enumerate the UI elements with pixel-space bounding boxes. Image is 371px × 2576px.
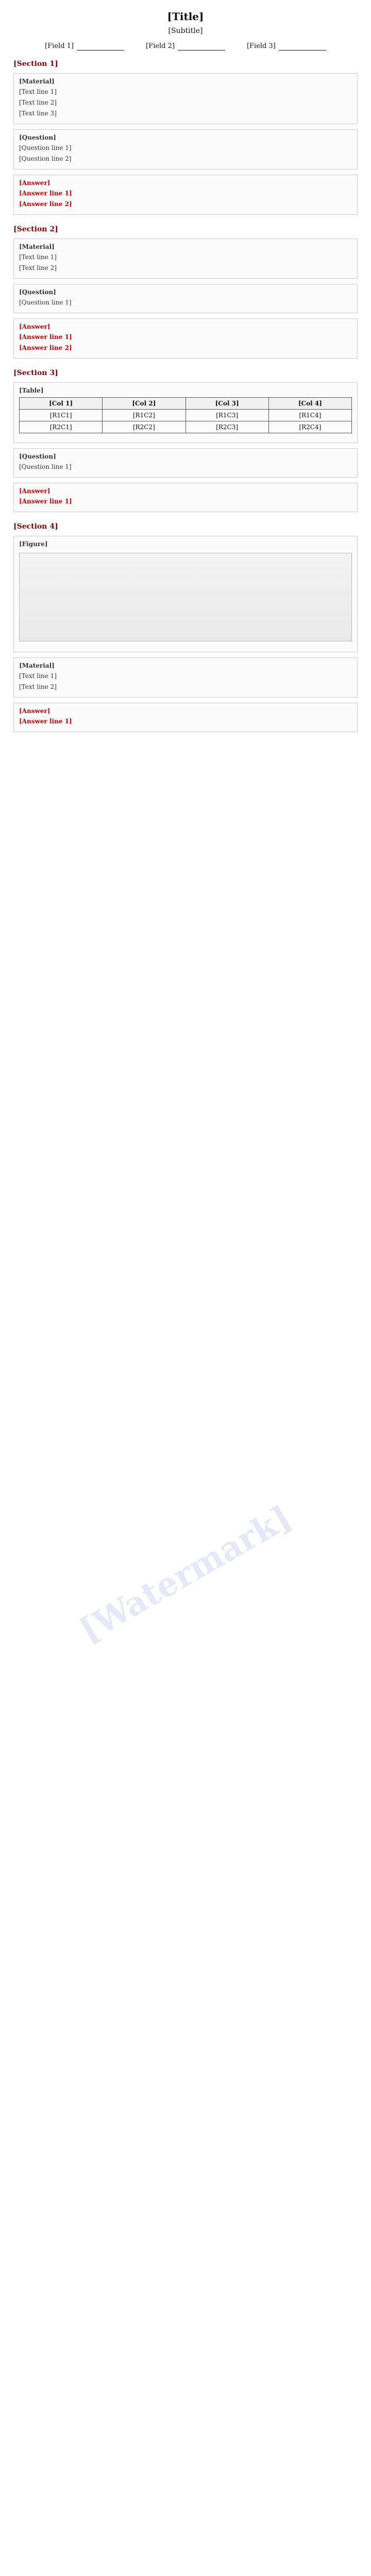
table-cell: [R2C1]: [20, 421, 103, 433]
section: [13, 224, 358, 359]
info-field-blank: [178, 43, 225, 50]
sections: [13, 59, 358, 732]
text-line: [Question line 2]: [19, 155, 72, 162]
text-line: [Answer line 2]: [19, 344, 72, 351]
info-field: [45, 41, 124, 52]
block-label: [Material]: [19, 662, 55, 669]
table-row: [20, 421, 352, 433]
answer-block: [13, 703, 358, 732]
section-heading: [Section 3]: [13, 369, 58, 377]
table-cell: [R2C4]: [268, 421, 351, 433]
table-header-cell: [Col 1]: [20, 398, 103, 410]
text-line: [Text line 2]: [19, 264, 57, 272]
table-row: [20, 410, 352, 421]
page-title: [Title]: [167, 10, 204, 23]
table-header-cell: [Col 4]: [268, 398, 351, 410]
block-label: [Answer]: [19, 323, 50, 330]
answer-block: [13, 483, 358, 512]
text-line: [Answer line 1]: [19, 190, 72, 197]
info-field: [146, 41, 225, 52]
content-block: [13, 382, 358, 443]
section: [13, 59, 358, 215]
table-cell: [R1C2]: [103, 410, 185, 421]
table-header-row: [20, 398, 352, 410]
block-label: [Answer]: [19, 707, 50, 715]
student-info-row: [13, 41, 358, 52]
section: [13, 521, 358, 732]
table-header-cell: [Col 2]: [103, 398, 185, 410]
section-heading: [Section 2]: [13, 225, 58, 233]
text-line: [Text line 1]: [19, 253, 57, 261]
table-cell: [R2C2]: [103, 421, 185, 433]
content-block: [13, 657, 358, 698]
info-field-label: [Field 3]: [246, 42, 276, 50]
text-line: [Answer line 1]: [19, 718, 72, 725]
text-line: [Answer line 2]: [19, 200, 72, 208]
block-label: [Answer]: [19, 179, 50, 187]
answer-block: [13, 318, 358, 359]
table-cell: [R2C3]: [185, 421, 268, 433]
info-field-blank: [77, 43, 124, 50]
block-label: [Answer]: [19, 487, 50, 495]
data-table: [19, 397, 352, 433]
content-block: [13, 448, 358, 478]
text-line: [Text line 1]: [19, 672, 57, 680]
content-block: [13, 536, 358, 652]
table-cell: [R1C3]: [185, 410, 268, 421]
text-line: [Text line 3]: [19, 110, 57, 117]
content-block: [13, 284, 358, 313]
section-heading: [Section 1]: [13, 60, 58, 68]
block-label: [Table]: [19, 387, 44, 394]
section-heading: [Section 4]: [13, 522, 58, 531]
content-block: [13, 73, 358, 124]
text-line: [Question line 1]: [19, 463, 72, 470]
content-block: [13, 129, 358, 170]
info-field-label: [Field 2]: [146, 42, 175, 50]
block-label: [Material]: [19, 243, 55, 250]
page-subtitle: [Subtitle]: [168, 27, 203, 35]
content-block: [13, 239, 358, 279]
section: [13, 368, 358, 512]
block-label: [Question]: [19, 134, 56, 141]
watermark: [Watermark]: [73, 1498, 298, 1650]
text-line: [Answer line 1]: [19, 333, 72, 341]
text-line: [Text line 1]: [19, 88, 57, 95]
figure-placeholder: [19, 553, 352, 641]
text-line: [Text line 2]: [19, 683, 57, 690]
text-line: [Question line 1]: [19, 144, 72, 151]
block-label: [Question]: [19, 453, 56, 460]
table-cell: [R1C4]: [268, 410, 351, 421]
text-line: [Answer line 1]: [19, 498, 72, 505]
block-label: [Material]: [19, 78, 55, 85]
answer-block: [13, 175, 358, 215]
text-line: [Question line 1]: [19, 299, 72, 306]
block-label: [Question]: [19, 289, 56, 296]
info-field-label: [Field 1]: [45, 42, 74, 50]
table-cell: [R1C1]: [20, 410, 103, 421]
info-field: [247, 41, 326, 52]
block-label: [Figure]: [19, 540, 48, 548]
text-line: [Text line 2]: [19, 99, 57, 106]
table-header-cell: [Col 3]: [185, 398, 268, 410]
info-field-blank: [279, 43, 326, 50]
